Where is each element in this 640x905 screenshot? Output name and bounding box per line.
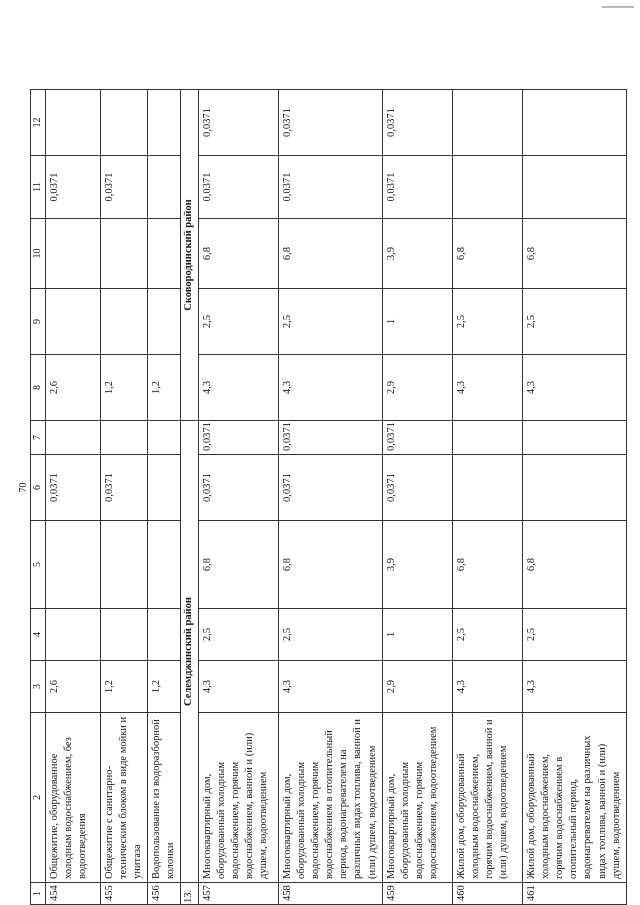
row-description: Многоквартирный дом, оборудованный холодным водоснабжением, горячим водоснабжением, водоотведением xyxy=(382,713,452,883)
cell-value: 4,3 xyxy=(522,661,626,713)
cell-value: 0,0371 xyxy=(100,156,148,219)
cell-value: 0,0371 xyxy=(278,455,382,521)
table-row xyxy=(198,90,278,905)
table-row xyxy=(522,90,626,905)
cell-value xyxy=(45,90,100,156)
col-header: 70 6 xyxy=(31,455,46,521)
cell-value: 1 xyxy=(382,609,452,661)
cell-value: 0,0371 xyxy=(198,90,278,156)
cell-value: 0,0371 xyxy=(382,90,452,156)
cell-value xyxy=(100,219,148,289)
cell-value: 1,2 xyxy=(148,661,181,713)
cell-value xyxy=(452,90,522,156)
col-header: 11 xyxy=(31,156,46,219)
row-number: 455 xyxy=(100,883,148,905)
cell-value: 4,3 xyxy=(452,355,522,421)
cell-value xyxy=(452,421,522,455)
cell-value: 2,5 xyxy=(198,609,278,661)
cell-value xyxy=(148,455,181,521)
cell-value: 2,5 xyxy=(522,609,626,661)
cell-value xyxy=(522,90,626,156)
col-header: 8 xyxy=(31,355,46,421)
col-header: 5 xyxy=(31,521,46,609)
cell-value: 1,2 xyxy=(100,661,148,713)
row-description: Общежитие, оборудованное холодным водоснабжением, без водоотведения xyxy=(45,713,100,883)
row-number: 461 xyxy=(522,883,626,905)
cell-value: 6,8 xyxy=(198,219,278,289)
cell-value xyxy=(148,521,181,609)
cell-value: 4,3 xyxy=(198,661,278,713)
cell-value: 6,8 xyxy=(522,521,626,609)
row-number: 457 xyxy=(198,883,278,905)
col-header: 4 xyxy=(31,609,46,661)
cell-value: 0,0371 xyxy=(198,421,278,455)
cell-value: 1,2 xyxy=(148,355,181,421)
row-description: Жилой дом, оборудованный холодным водоснабжением, горячим водоснабжением, ванной и (или) душем, водоотведением xyxy=(452,713,522,883)
cell-value: 0,0371 xyxy=(198,455,278,521)
cell-value xyxy=(45,289,100,355)
cell-value: 2,5 xyxy=(278,289,382,355)
col-header: 1 xyxy=(31,883,46,905)
cell-value xyxy=(45,609,100,661)
cell-value xyxy=(148,90,181,156)
table-row xyxy=(382,90,452,905)
district-right-heading: Сковородинский район xyxy=(181,90,198,421)
cell-value: 4,3 xyxy=(278,355,382,421)
cell-value: 4,3 xyxy=(198,355,278,421)
cell-value: 0,0371 xyxy=(278,156,382,219)
cell-value: 6,8 xyxy=(522,219,626,289)
cell-value: 2,5 xyxy=(278,609,382,661)
table-row xyxy=(100,90,148,905)
cell-value: 2,5 xyxy=(522,289,626,355)
cell-value xyxy=(452,455,522,521)
scan-artifact xyxy=(602,6,634,8)
cell-value: 4,3 xyxy=(278,661,382,713)
cell-value: 4,3 xyxy=(452,661,522,713)
cell-value xyxy=(148,421,181,455)
cell-value: 2,5 xyxy=(452,289,522,355)
rotated-page xyxy=(18,90,622,905)
col-header: 10 xyxy=(31,219,46,289)
cell-value: 2,6 xyxy=(45,355,100,421)
row-description: Водопользование из водоразборной колонки xyxy=(148,713,181,883)
tariff-table xyxy=(18,89,627,905)
cell-value: 2,5 xyxy=(452,609,522,661)
cell-value xyxy=(452,156,522,219)
col-header: 7 xyxy=(31,421,46,455)
row-number: 454 xyxy=(45,883,100,905)
row-description: Многоквартирный дом, оборудованный холодным водоснабжением, горячим водоснабжением, ванной и (или) душем, водоотведением xyxy=(198,713,278,883)
cell-value: 6,8 xyxy=(278,219,382,289)
table-row xyxy=(278,90,382,905)
cell-value: 0,0371 xyxy=(198,156,278,219)
cell-value: 1,2 xyxy=(100,355,148,421)
cell-value: 3,9 xyxy=(382,521,452,609)
cell-value xyxy=(522,421,626,455)
row-description: Многоквартирный дом, оборудованный холодным водоснабжением, горячим водоснабжением в отопительный период, водонагревателем на различных видах топлива, ванной и (или) душем, водоотведением xyxy=(278,713,382,883)
cell-value: 2,5 xyxy=(198,289,278,355)
cell-value: 1 xyxy=(382,289,452,355)
cell-value: 6,8 xyxy=(198,521,278,609)
cell-value: 6,8 xyxy=(452,521,522,609)
cell-value: 2,9 xyxy=(382,355,452,421)
cell-value xyxy=(100,609,148,661)
col-header: 3 xyxy=(31,661,46,713)
cell-value xyxy=(100,90,148,156)
cell-value xyxy=(100,521,148,609)
table-row xyxy=(45,90,100,905)
cell-value xyxy=(522,455,626,521)
cell-value xyxy=(148,609,181,661)
cell-value: 0,0371 xyxy=(278,90,382,156)
cell-value: 0,0371 xyxy=(382,455,452,521)
cell-value: 6,8 xyxy=(278,521,382,609)
row-description: Жилой дом, оборудованный холодным водоснабжением, горячим водоснабжением в отопительный период, водонагревателем на различных видах топлива, ванной и (или) душем, водоотведением xyxy=(522,713,626,883)
row-number: 459 xyxy=(382,883,452,905)
cell-value xyxy=(45,521,100,609)
row-description: Общежитие с санитарно-техническим блоком в виде мойки и унитаза xyxy=(100,713,148,883)
cell-value xyxy=(100,289,148,355)
cell-value: 0,0371 xyxy=(382,156,452,219)
cell-value: 4,3 xyxy=(522,355,626,421)
cell-value: 2,9 xyxy=(382,661,452,713)
cell-value xyxy=(148,219,181,289)
table-row xyxy=(452,90,522,905)
table-row xyxy=(148,90,181,905)
cell-value: 2,6 xyxy=(45,661,100,713)
district-number: 13. xyxy=(181,883,198,905)
district-left-heading: Селемджинский район xyxy=(181,421,198,883)
cell-value xyxy=(148,156,181,219)
col-header: 12 xyxy=(31,90,46,156)
cell-value xyxy=(100,421,148,455)
district-row xyxy=(181,90,198,905)
header-row xyxy=(31,90,46,905)
col-header: 9 xyxy=(31,289,46,355)
cell-value: 0,0371 xyxy=(278,421,382,455)
cell-value: 0,0371 xyxy=(382,421,452,455)
cell-value xyxy=(148,289,181,355)
cell-value xyxy=(45,219,100,289)
row-number: 460 xyxy=(452,883,522,905)
row-number: 458 xyxy=(278,883,382,905)
cell-value xyxy=(45,421,100,455)
cell-value: 0,0371 xyxy=(45,156,100,219)
cell-value: 6,8 xyxy=(452,219,522,289)
cell-value: 0,0371 xyxy=(100,455,148,521)
row-number: 456 xyxy=(148,883,181,905)
cell-value xyxy=(522,156,626,219)
cell-value: 3,9 xyxy=(382,219,452,289)
cell-value: 0,0371 xyxy=(45,455,100,521)
col-header: 2 xyxy=(31,713,46,883)
